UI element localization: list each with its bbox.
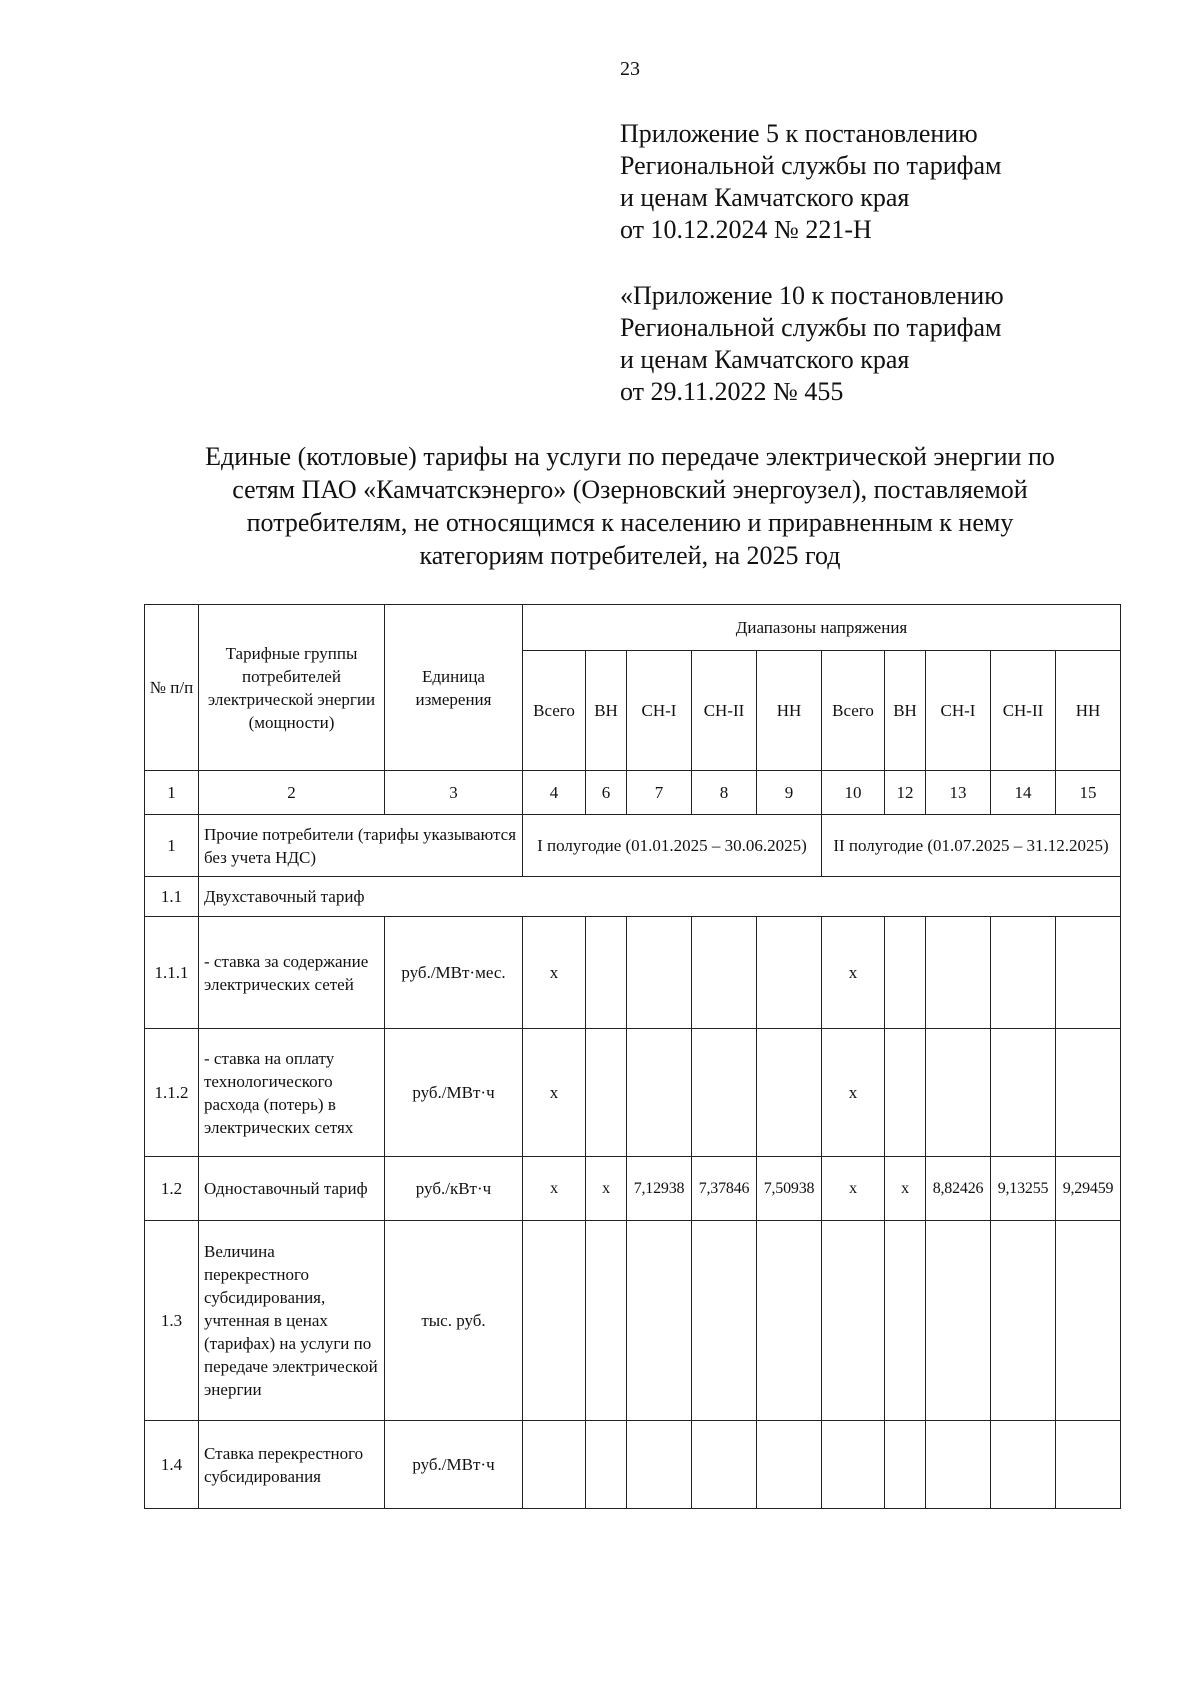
column-index: 15 [1056,771,1121,815]
header-voltage-col: СН-II [692,651,757,771]
value-cell: 7,12938 [627,1157,692,1221]
value-cell: 7,37846 [692,1157,757,1221]
value-cell: х [523,1157,586,1221]
header-voltage-col: ВН [586,651,627,771]
tariff-table [144,604,1121,1509]
half-year-1: I полугодие (01.01.2025 – 30.06.2025) [523,815,822,877]
value-cell [1056,1029,1121,1157]
value-cell [885,1221,926,1421]
appendix-original-line: «Приложение 10 к постановлению [620,281,1004,310]
value-cell [926,1029,991,1157]
row-unit: руб./МВт·ч [385,1029,523,1157]
appendix-original-line: от 29.11.2022 № 455 [620,377,844,406]
value-cell [692,1029,757,1157]
header-voltage-col: Всего [523,651,586,771]
value-cell [757,1029,822,1157]
row-unit: руб./МВт·мес. [385,917,523,1029]
table-row-1-1-1 [145,917,1121,1029]
value-cell [586,1029,627,1157]
header-voltage-col: НН [1056,651,1121,771]
row-name: - ставка за содержание электрических сетей [199,917,385,1029]
row-unit: тыс. руб. [385,1221,523,1421]
value-cell [991,917,1056,1029]
header-groups: Тарифные группы потребителей электрической энергии (мощности) [199,605,385,771]
value-cell [627,1421,692,1509]
appendix-original-line: Региональной службы по тарифам [620,313,1002,342]
header-voltage-col: СН-I [926,651,991,771]
section-name: Прочие потребители (тарифы указываются без учета НДС) [199,815,523,877]
value-cell: 9,29459 [1056,1157,1121,1221]
header-voltage-col: Всего [822,651,885,771]
header-unit: Единица измерения [385,605,523,771]
value-cell [926,917,991,1029]
header-voltage-col: НН [757,651,822,771]
title-line: потребителям, не относящимся к населению и приравненным к нему [246,508,1014,537]
column-index: 7 [627,771,692,815]
value-cell [885,1421,926,1509]
document-title [140,440,1120,572]
header-voltage-col: СН-II [991,651,1056,771]
row-num: 1.1 [145,877,199,917]
half-year-2: II полугодие (01.07.2025 – 31.12.2025) [822,815,1121,877]
value-cell [586,1421,627,1509]
value-cell [627,1029,692,1157]
value-cell [822,1221,885,1421]
value-cell [692,1221,757,1421]
appendix-current-line: Приложение 5 к постановлению [620,119,978,148]
value-cell [586,917,627,1029]
row-name: Двухставочный тариф [199,877,1121,917]
table-row-1-1-2 [145,1029,1121,1157]
row-num: 1.4 [145,1421,199,1509]
column-index: 3 [385,771,523,815]
header-voltage-ranges: Диапазоны напряжения [523,605,1121,651]
value-cell [692,1421,757,1509]
table-row-1-3 [145,1221,1121,1421]
value-cell: х [822,1157,885,1221]
row-num: 1.3 [145,1221,199,1421]
value-cell [757,917,822,1029]
appendix-current-line: Региональной службы по тарифам [620,151,1002,180]
value-cell [991,1029,1056,1157]
value-cell [523,1421,586,1509]
value-cell [692,917,757,1029]
title-line: категориям потребителей, на 2025 год [419,541,841,570]
table-row-1-1 [145,877,1121,917]
column-index: 13 [926,771,991,815]
value-cell [627,1221,692,1421]
value-cell [757,1221,822,1421]
value-cell: х [885,1157,926,1221]
column-index: 4 [523,771,586,815]
header-voltage-col: ВН [885,651,926,771]
table-row-1-2 [145,1157,1121,1221]
value-cell [627,917,692,1029]
row-name: Ставка перекрестного субсидирования [199,1421,385,1509]
row-num: 1 [145,815,199,877]
row-unit: руб./МВт·ч [385,1421,523,1509]
value-cell [885,1029,926,1157]
column-index: 9 [757,771,822,815]
value-cell: х [523,917,586,1029]
appendix-current-header [620,118,1001,246]
value-cell [757,1421,822,1509]
column-index: 8 [692,771,757,815]
column-index: 6 [586,771,627,815]
row-name: Одноставочный тариф [199,1157,385,1221]
title-line: сетям ПАО «Камчатскэнерго» (Озерновский энергоузел), поставляемой [232,475,1028,504]
row-num: 1.1.2 [145,1029,199,1157]
value-cell [822,1421,885,1509]
column-index: 14 [991,771,1056,815]
value-cell [885,917,926,1029]
row-unit: руб./кВт·ч [385,1157,523,1221]
value-cell: 9,13255 [991,1157,1056,1221]
appendix-current-line: от 10.12.2024 № 221-Н [620,215,872,244]
column-index: 1 [145,771,199,815]
row-num: 1.2 [145,1157,199,1221]
value-cell [1056,1421,1121,1509]
title-line: Единые (котловые) тарифы на услуги по передаче электрической энергии по [205,442,1055,471]
value-cell: 8,82426 [926,1157,991,1221]
row-name: - ставка на оплату технологического расхода (потерь) в электрических сетях [199,1029,385,1157]
value-cell [1056,917,1121,1029]
column-index-row [145,771,1121,815]
header-row [145,605,1121,651]
page-number: 23 [620,58,640,80]
header-voltage-col: СН-I [627,651,692,771]
value-cell: х [523,1029,586,1157]
appendix-original-line: и ценам Камчатского края [620,345,910,374]
value-cell [1056,1221,1121,1421]
value-cell [926,1221,991,1421]
value-cell [926,1421,991,1509]
value-cell [991,1221,1056,1421]
value-cell [991,1421,1056,1509]
row-num: 1.1.1 [145,917,199,1029]
value-cell: х [586,1157,627,1221]
column-index: 2 [199,771,385,815]
column-index: 10 [822,771,885,815]
value-cell: х [822,917,885,1029]
table-row-1-4 [145,1421,1121,1509]
value-cell: х [822,1029,885,1157]
row-name: Величина перекрестного субсидирования, учтенная в ценах (тарифах) на услуги по передаче электрической энергии [199,1221,385,1421]
value-cell [523,1221,586,1421]
value-cell: 7,50938 [757,1157,822,1221]
appendix-original-header [620,280,1004,408]
table-row-section-1 [145,815,1121,877]
column-index: 12 [885,771,926,815]
value-cell [586,1221,627,1421]
appendix-current-line: и ценам Камчатского края [620,183,910,212]
header-num: № п/п [145,605,199,771]
